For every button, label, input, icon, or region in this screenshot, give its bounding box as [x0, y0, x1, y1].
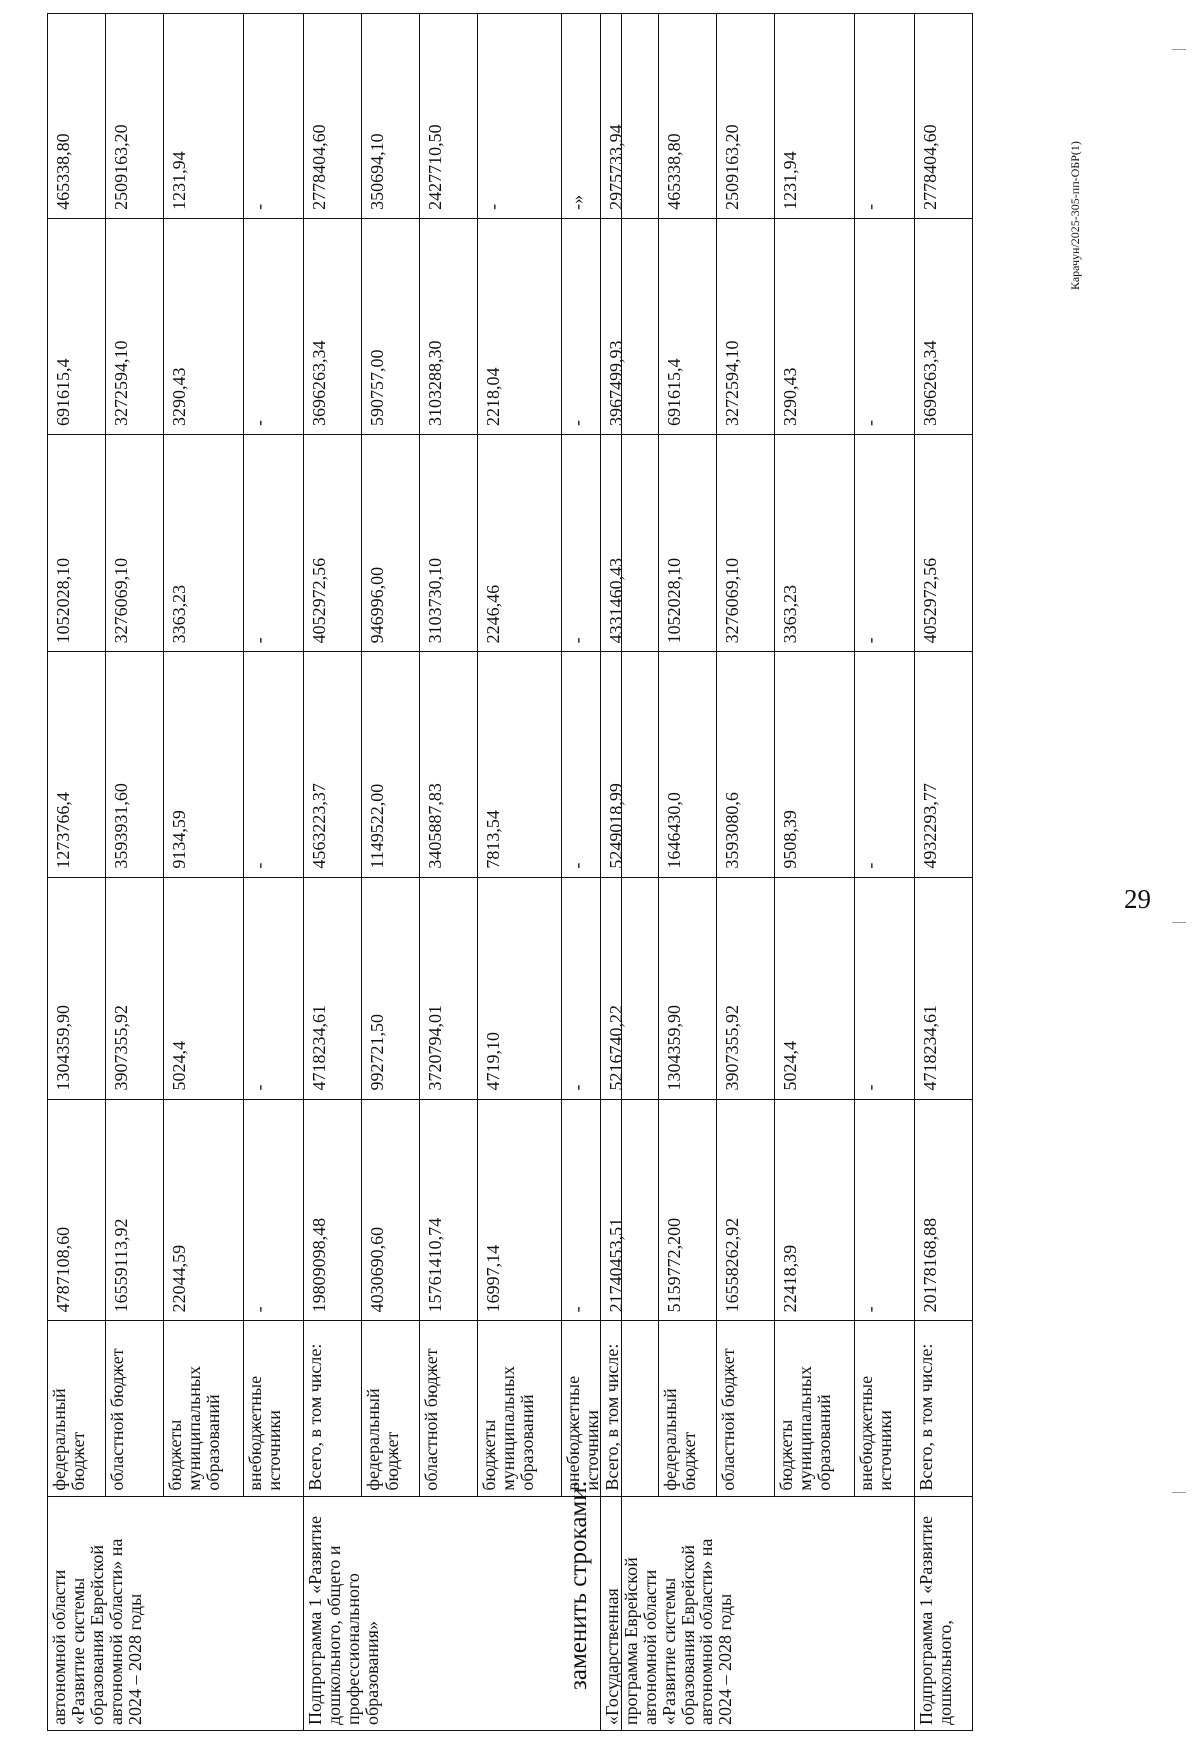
funding-source-cell: федеральный бюджет [362, 1321, 420, 1496]
footer-code: Карачун/2025-305-пп-ОБР(1) [1068, 141, 1082, 290]
amount-cell: 2246,46 [478, 435, 562, 652]
funding-source-cell: областной бюджет [106, 1321, 164, 1496]
amount-cell: - [855, 14, 915, 219]
amount-cell: 1304359,90 [48, 877, 106, 1099]
funding-source-cell: внебюджетные источники [562, 1321, 622, 1496]
amount-cell: - [244, 14, 304, 219]
table-row [304, 14, 362, 1731]
amount-cell: - [562, 652, 622, 877]
table-row [601, 14, 659, 1731]
funding-source-cell: областной бюджет [717, 1321, 775, 1496]
amount-cell: 4718234,61 [304, 877, 362, 1099]
amount-cell: 2509163,20 [717, 14, 775, 219]
amount-cell: 3276069,10 [106, 435, 164, 652]
amount-cell: 2427710,50 [420, 14, 478, 219]
amount-cell: 21740453,51 [601, 1099, 659, 1321]
table-row [775, 14, 855, 1731]
amount-cell: - [562, 1099, 622, 1321]
page-number: 29 [1124, 884, 1151, 914]
budget-table-bottom [600, 13, 973, 1731]
table-row [659, 14, 717, 1731]
amount-cell: 1231,94 [164, 14, 244, 219]
amount-cell: 4718234,61 [915, 877, 973, 1099]
amount-cell: 465338,80 [48, 14, 106, 219]
amount-cell: 1052028,10 [659, 435, 717, 652]
crop-mark [1172, 1492, 1186, 1493]
funding-source-cell: бюджеты муниципальных образований [164, 1321, 244, 1496]
table-row [48, 14, 106, 1731]
funding-source-cell: федеральный бюджет [659, 1321, 717, 1496]
amount-cell: 1273766,4 [48, 652, 106, 877]
amount-cell: 3696263,34 [304, 218, 362, 434]
amount-cell: 691615,4 [659, 218, 717, 434]
amount-cell: 3276069,10 [717, 435, 775, 652]
amount-cell: 4787108,60 [48, 1099, 106, 1321]
table-row [164, 14, 244, 1731]
amount-cell: 1646430,0 [659, 652, 717, 877]
amount-cell: 5249018,99 [601, 652, 659, 877]
amount-cell: 1052028,10 [48, 435, 106, 652]
amount-cell: 15761410,74 [420, 1099, 478, 1321]
table-row [106, 14, 164, 1731]
amount-cell: - [562, 218, 622, 434]
program-name-cell: «Государственная программа Еврейской автономной области «Развитие системы образования Еврейской автономной области» на 2024 – 2028 годы [601, 1496, 915, 1730]
funding-source-cell: бюджеты муниципальных образований [478, 1321, 562, 1496]
amount-cell: - [855, 218, 915, 434]
amount-cell: 7813,54 [478, 652, 562, 877]
funding-source-cell: бюджеты муниципальных образований [775, 1321, 855, 1496]
amount-cell: - [855, 652, 915, 877]
amount-cell: 16997,14 [478, 1099, 562, 1321]
amount-cell: 2778404,60 [915, 14, 973, 219]
amount-cell: 5024,4 [775, 877, 855, 1099]
funding-source-cell: областной бюджет [420, 1321, 478, 1496]
amount-cell: 2509163,20 [106, 14, 164, 219]
amount-cell: 1304359,90 [659, 877, 717, 1099]
program-name-cell: Подпрограмма 1 «Развитие дошкольного, общего и профессионального образования» [304, 1496, 622, 1730]
amount-cell: 5216740,22 [601, 877, 659, 1099]
amount-cell: - [855, 1099, 915, 1321]
table-row [915, 14, 973, 1731]
amount-cell: 3290,43 [775, 218, 855, 434]
amount-cell: 5159772,200 [659, 1099, 717, 1321]
amount-cell: 2218,04 [478, 218, 562, 434]
amount-cell: 22044,59 [164, 1099, 244, 1321]
amount-cell: 3363,23 [775, 435, 855, 652]
amount-cell: 3696263,34 [915, 218, 973, 434]
amount-cell: 20178168,88 [915, 1099, 973, 1321]
amount-cell: 3907355,92 [717, 877, 775, 1099]
amount-cell: 22418,39 [775, 1099, 855, 1321]
amount-cell: 350694,10 [362, 14, 420, 219]
amount-cell: 2975733,94 [601, 14, 659, 219]
table-row [855, 14, 915, 1731]
amount-cell: - [855, 435, 915, 652]
amount-cell: 3907355,92 [106, 877, 164, 1099]
amount-cell: 992721,50 [362, 877, 420, 1099]
amount-cell: 3720794,01 [420, 877, 478, 1099]
amount-cell: - [562, 877, 622, 1099]
amount-cell: 3405887,83 [420, 652, 478, 877]
amount-cell: - [478, 14, 562, 219]
crop-mark [1172, 49, 1186, 50]
amount-cell: 3967499,93 [601, 218, 659, 434]
funding-source-cell: Всего, в том числе: [601, 1321, 659, 1496]
amount-cell: 3103288,30 [420, 218, 478, 434]
amount-cell: - [244, 218, 304, 434]
program-name-cell: Подпрограмма 1 «Развитие дошкольного, [915, 1496, 973, 1730]
funding-source-cell: Всего, в том числе: [915, 1321, 973, 1496]
amount-cell: - [244, 1099, 304, 1321]
amount-cell: 3272594,10 [717, 218, 775, 434]
replace-label: заменить строками: [565, 1480, 592, 1690]
amount-cell: - [244, 435, 304, 652]
amount-cell: 4932293,77 [915, 652, 973, 877]
amount-cell: 590757,00 [362, 218, 420, 434]
amount-cell: 19809098,48 [304, 1099, 362, 1321]
amount-cell: 465338,80 [659, 14, 717, 219]
amount-cell: 691615,4 [48, 218, 106, 434]
amount-cell: -» [562, 14, 622, 219]
amount-cell: 4052972,56 [304, 435, 362, 652]
amount-cell: 1231,94 [775, 14, 855, 219]
funding-source-cell: внебюджетные источники [244, 1321, 304, 1496]
amount-cell: 2778404,60 [304, 14, 362, 219]
amount-cell: 16559113,92 [106, 1099, 164, 1321]
amount-cell: 3103730,10 [420, 435, 478, 652]
budget-table-top [47, 13, 622, 1731]
amount-cell: 9508,39 [775, 652, 855, 877]
funding-source-cell: федеральный бюджет [48, 1321, 106, 1496]
amount-cell: - [855, 877, 915, 1099]
program-name-cell: автономной области «Развитие системы образования Еврейской автономной области» на 2024 – 2028 годы [48, 1496, 304, 1730]
table-row [478, 14, 562, 1731]
amount-cell: 3593931,60 [106, 652, 164, 877]
table-row [420, 14, 478, 1731]
amount-cell: 16558262,92 [717, 1099, 775, 1321]
funding-source-cell: внебюджетные источники [855, 1321, 915, 1496]
amount-cell: 4719,10 [478, 877, 562, 1099]
table-row [244, 14, 304, 1731]
amount-cell: 3363,23 [164, 435, 244, 652]
amount-cell: 946996,00 [362, 435, 420, 652]
amount-cell: 3272594,10 [106, 218, 164, 434]
amount-cell: 4030690,60 [362, 1099, 420, 1321]
amount-cell: 3593080,6 [717, 652, 775, 877]
amount-cell: 3290,43 [164, 218, 244, 434]
crop-mark [1172, 922, 1186, 923]
amount-cell: 4331460,43 [601, 435, 659, 652]
amount-cell: - [244, 652, 304, 877]
amount-cell: - [562, 435, 622, 652]
amount-cell: 4563223,37 [304, 652, 362, 877]
amount-cell: 4052972,56 [915, 435, 973, 652]
funding-source-cell: Всего, в том числе: [304, 1321, 362, 1496]
table-row [717, 14, 775, 1731]
table-row [362, 14, 420, 1731]
amount-cell: 9134,59 [164, 652, 244, 877]
amount-cell: - [244, 877, 304, 1099]
amount-cell: 5024,4 [164, 877, 244, 1099]
amount-cell: 1149522,00 [362, 652, 420, 877]
